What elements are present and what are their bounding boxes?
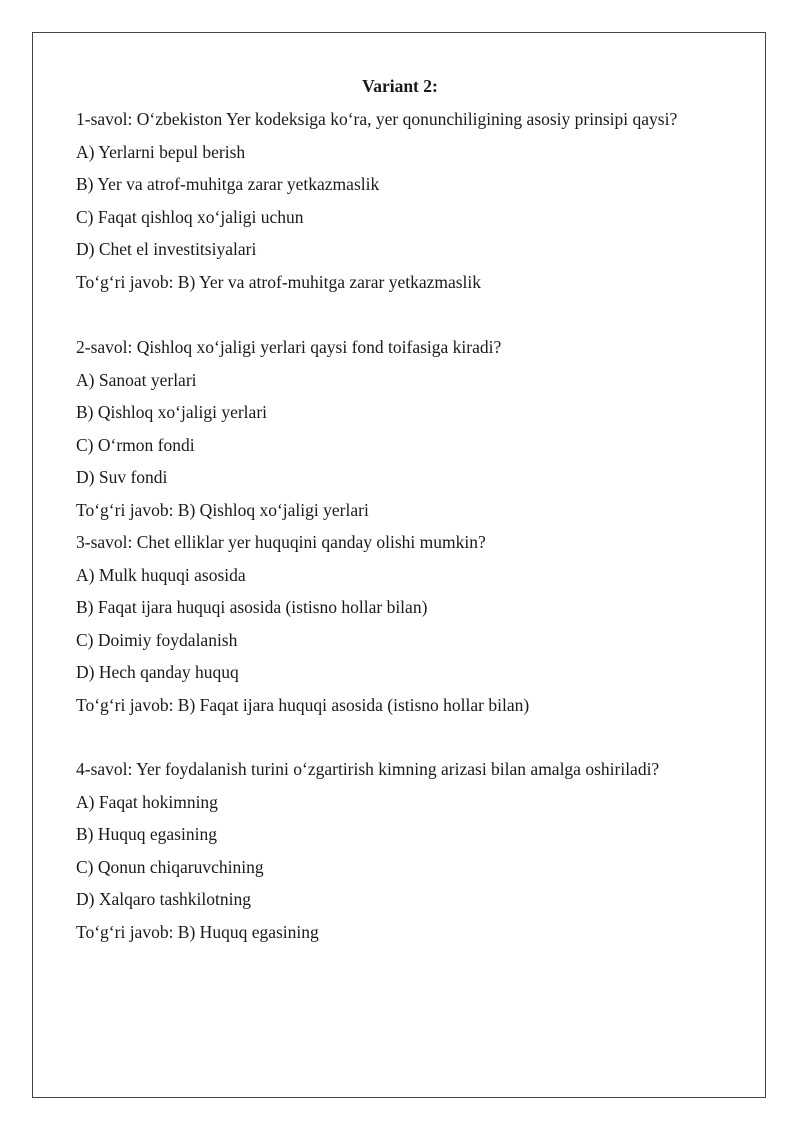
- option-c: C) Faqat qishloq xo‘jaligi uchun: [76, 206, 304, 227]
- option-d: D) Suv fondi: [76, 467, 168, 487]
- option-b: B) Qishloq xo‘jaligi yerlari: [76, 402, 268, 422]
- question-block-1: [76, 108, 756, 303]
- option-a: A) Yerlarni bepul berish: [76, 141, 246, 162]
- question-block-2: [76, 336, 756, 531]
- option-c: C) O‘rmon fondi: [76, 434, 195, 455]
- correct-answer: To‘g‘ri javob: B) Huquq egasining: [76, 921, 319, 942]
- question-block-4: [76, 758, 756, 953]
- option-a: A) Mulk huquqi asosida: [76, 564, 246, 585]
- option-d: D) Hech qanday huquq: [76, 662, 239, 682]
- option-b: B) Faqat ijara huquqi asosida (istisno hollar bilan): [76, 597, 428, 617]
- question-block-3: [76, 531, 756, 726]
- correct-answer: To‘g‘ri javob: B) Yer va atrof-muhitga zarar yetkazmaslik: [76, 271, 482, 292]
- correct-answer: To‘g‘ri javob: B) Faqat ijara huquqi asosida (istisno hollar bilan): [76, 694, 530, 715]
- option-c: C) Doimiy foydalanish: [76, 629, 238, 650]
- page-title: Variant 2:: [362, 76, 438, 96]
- option-d: D) Chet el investitsiyalari: [76, 239, 257, 259]
- option-a: A) Sanoat yerlari: [76, 369, 197, 390]
- question-text: 4-savol: Yer foydalanish turini o‘zgartirish kimning arizasi bilan amalga oshiriladi?: [76, 759, 660, 779]
- option-d: D) Xalqaro tashkilotning: [76, 889, 251, 909]
- question-text: 1-savol: O‘zbekiston Yer kodeksiga ko‘ra, yer qonunchiligining asosiy prinsipi qaysi?: [76, 109, 678, 129]
- question-text: 2-savol: Qishloq xo‘jaligi yerlari qaysi fond toifasiga kiradi?: [76, 337, 502, 357]
- correct-answer: To‘g‘ri javob: B) Qishloq xo‘jaligi yerlari: [76, 499, 369, 520]
- option-b: B) Yer va atrof-muhitga zarar yetkazmaslik: [76, 174, 380, 194]
- option-b: B) Huquq egasining: [76, 824, 217, 844]
- option-c: C) Qonun chiqaruvchining: [76, 856, 264, 877]
- question-text: 3-savol: Chet elliklar yer huquqini qanday olishi mumkin?: [76, 532, 486, 552]
- option-a: A) Faqat hokimning: [76, 791, 218, 812]
